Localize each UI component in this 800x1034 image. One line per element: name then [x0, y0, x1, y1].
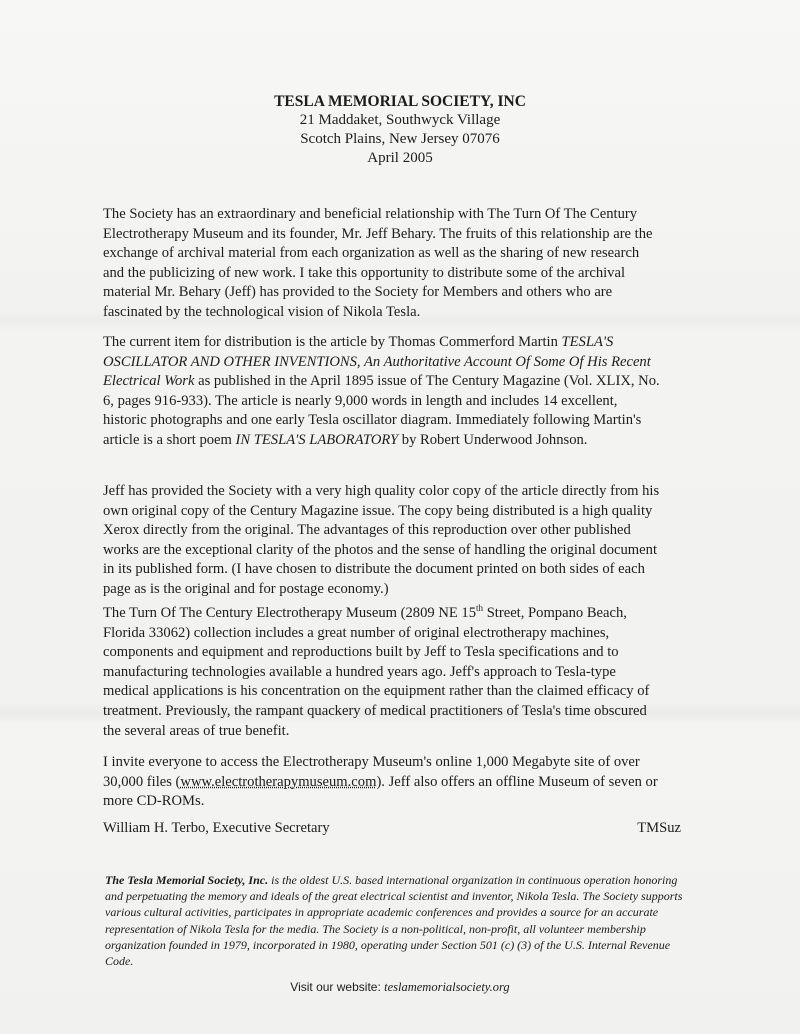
- museum-website-link[interactable]: www.electrotherapymuseum.com: [180, 773, 377, 790]
- website-line: Visit our website: teslamemorialsociety.org: [290, 980, 510, 994]
- paragraph-relationship: The Society has an extraordinary and beneficial relationship with The Turn Of The Century Electrotherapy Museum and its founder, Mr. Jeff Behary. The fruits of this relationship are the exchange of archival material from each organization as well as the sharing of new research and the publicizing of new work. I take this opportunity to distribute some of the archival material Mr. Behary (Jeff) has provided to the Society for Members and others who are fascinated by the technological vision of Nikola Tesla.: [103, 206, 653, 320]
- article-title: TESLA'S OSCILLATOR AND OTHER INVENTIONS, An Authoritative Account Of Some Of His Recent Electrical Work: [103, 334, 651, 390]
- typist-initials: TMSuz: [637, 820, 681, 836]
- poem-title: IN TESLA'S LABORATORY: [235, 431, 399, 448]
- paragraph-copy: Jeff has provided the Society with a very high quality color copy of the article directly from his own original copy of the Century Magazine issue. The copy being distributed is a high quality Xerox directly from the original. The advantages of this reproduction over other published works are the exceptional clarity of the photos and the sense of handling the original document in its published form. (I have chosen to distribute the document printed on both sides of each page as is the original and for postage economy.): [103, 483, 660, 597]
- signatory: William H. Terbo, Executive Secretary: [103, 820, 330, 836]
- paragraph-museum: The Turn Of The Century Electrotherapy Museum (2809 NE 15th Street, Pompano Beach, Florida 33062) collection includes a great number of original electrotherapy machines, components and equipment and reproductions built by Jeff to Tesla specifications and to manufacturing technologies available a hundred years ago. Jeff's approach to Tesla-type medical applications is his concentration on the equipment rather than the claimed efficacy of treatment. Previously, the rampant quackery of medical practitioners of Tesla's time obscured the several areas of true benefit.: [103, 603, 650, 739]
- address-line-1: 21 Maddaket, Southwyck Village: [299, 112, 501, 128]
- signature-row: [103, 820, 681, 837]
- org-name: TESLA MEMORIAL SOCIETY, INC: [274, 93, 526, 110]
- society-website-link[interactable]: teslamemorialsociety.org: [384, 980, 510, 994]
- address-line-2: Scotch Plains, New Jersey 07076: [300, 131, 500, 147]
- society-description: The Tesla Memorial Society, Inc. is the oldest U.S. based international organization in continuous operation honoring and perpetuating the memory and ideals of the great electrical scientist and inventor, Nikola Tesla. The Society supports various cultural activities, participates in appropriate academic conferences and provides a source for an accurate representation of Nikola Tesla for the media. The Society is a non-political, non-profit, all volunteer membership organization founded in 1979, incorporated in 1980, operating under Section 501 (c) (3) of the U.S. Internal Revenue Code.: [105, 873, 683, 969]
- letterhead: [0, 92, 800, 168]
- letter-date: April 2005: [367, 150, 433, 166]
- society-name: The Tesla Memorial Society, Inc.: [105, 873, 269, 887]
- paragraph-article: The current item for distribution is the article by Thomas Commerford Martin TESLA'S OSCILLATOR AND OTHER INVENTIONS, An Authoritative Account Of Some Of His Recent Electrical Work as published in the April 1895 issue of The Century Magazine (Vol. XLIX, No. 6, pages 916-933). The article is nearly 9,000 words in length and includes 14 excellent, historic photographs and one early Tesla oscillator diagram. Immediately following Martin's article is a short poem IN TESLA'S LABORATORY by Robert Underwood Johnson.: [103, 334, 660, 448]
- paragraph-invite: I invite everyone to access the Electrotherapy Museum's online 1,000 Megabyte site of over 30,000 files (www.electrotherapymuseum.com). Jeff also offers an offline Museum of seven or more CD-ROMs.: [103, 754, 658, 810]
